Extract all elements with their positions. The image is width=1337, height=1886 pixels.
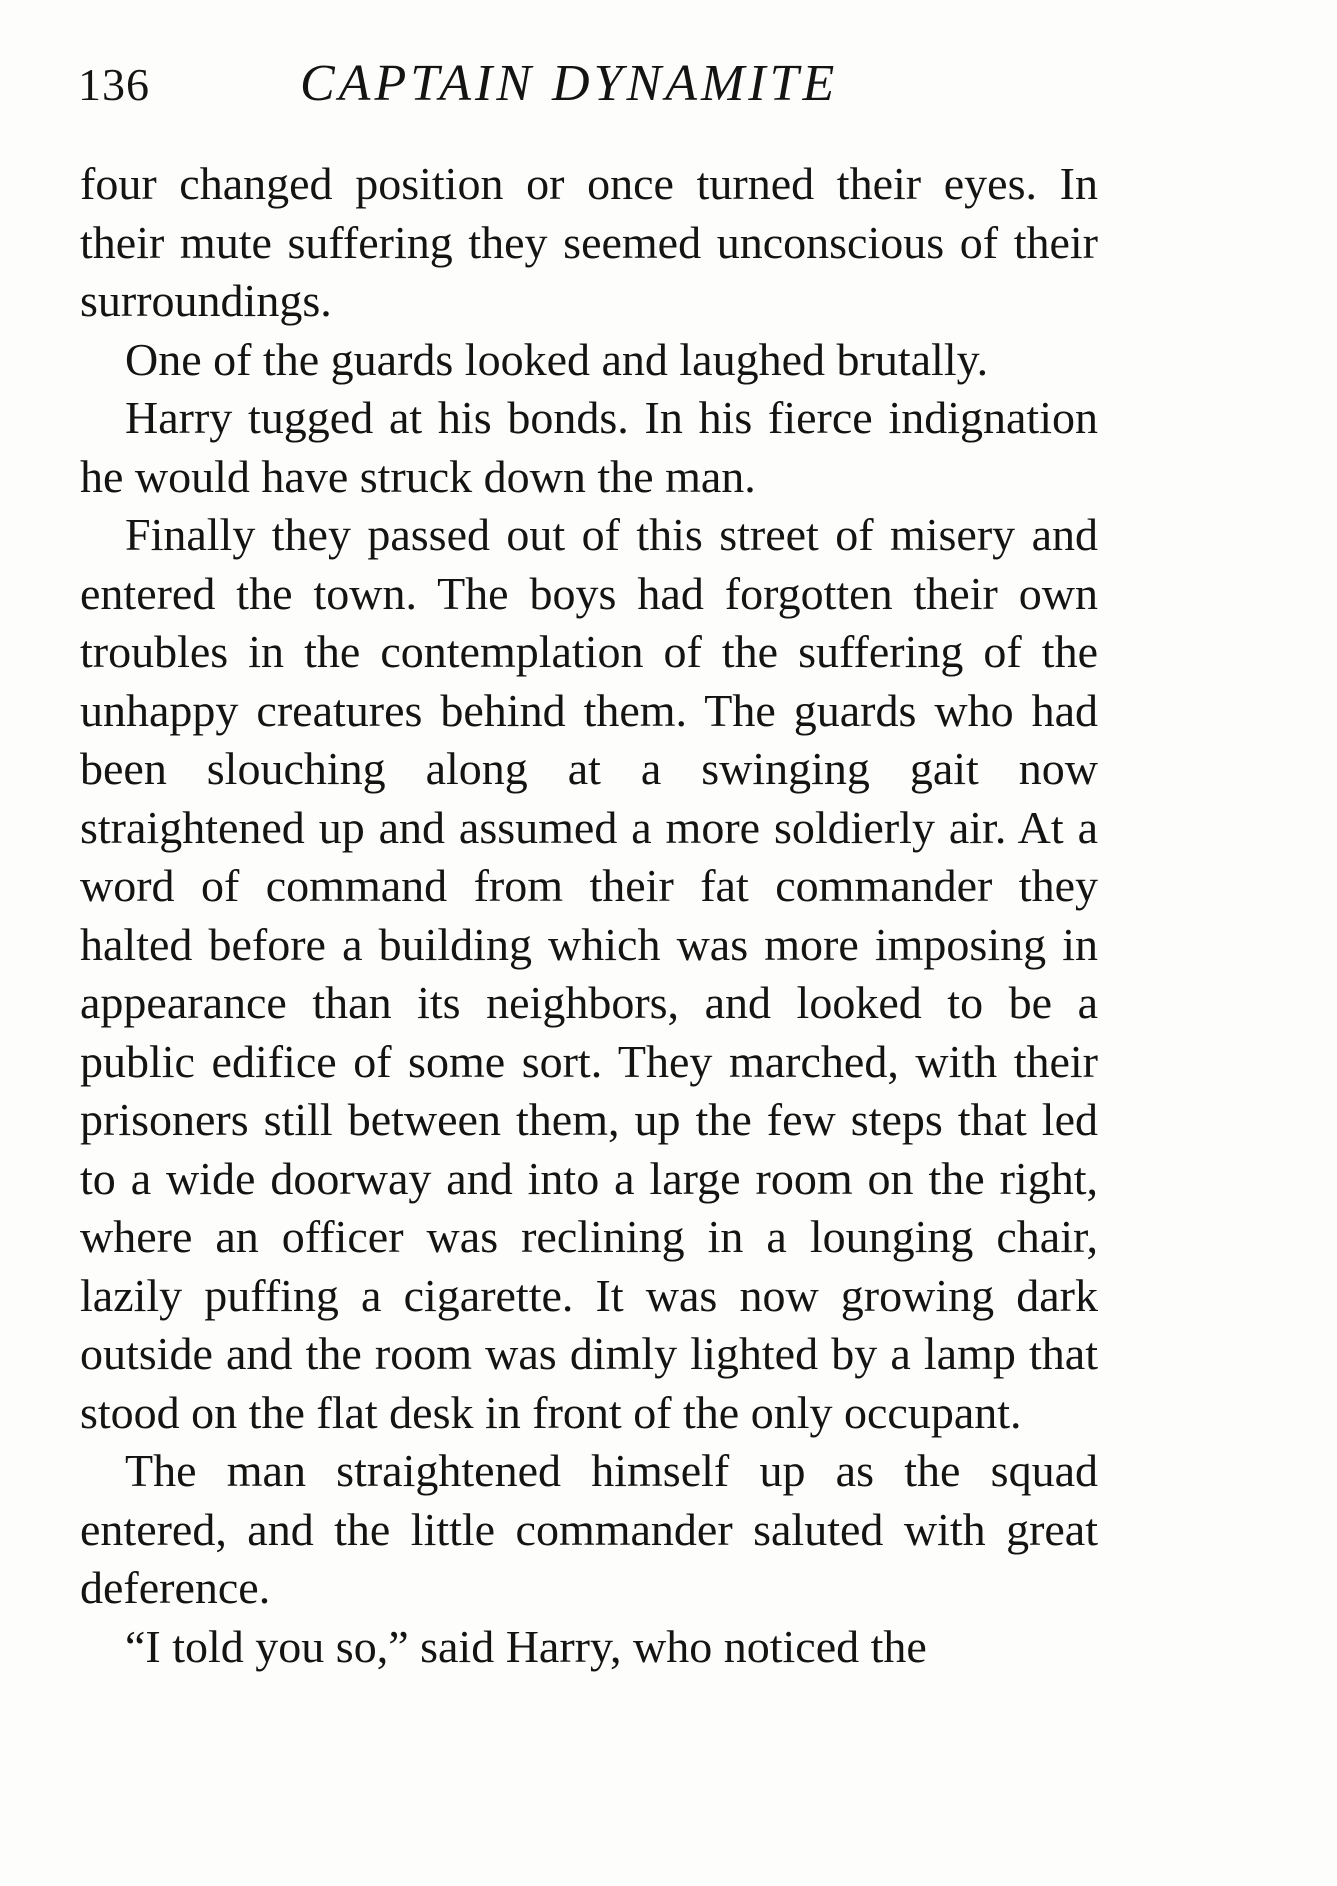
- paragraph: “I told you so,” said Harry, who noticed the: [125, 1620, 927, 1672]
- paragraph: The man straightened himself up as the squad entered, and the little commander saluted with great deference.: [80, 1445, 1098, 1613]
- body-text: [80, 155, 1098, 1676]
- running-head: [78, 48, 1108, 128]
- page-number: 136: [78, 59, 150, 110]
- paragraph: Harry tugged at his bonds. In his fierce indignation he would have struck down the man.: [80, 392, 1098, 502]
- paragraph-continued: four changed position or once turned their eyes. In their mute suffering they seemed unconscious of their surroundings.: [80, 158, 1098, 326]
- paragraph: One of the guards looked and laughed brutally.: [125, 333, 989, 385]
- paragraph: Finally they passed out of this street of misery and entered the town. The boys had forgotten their own troubles in the contemplation of the suffering of the unhappy creatures behind them. The guards who had been slouching along at a swinging gait now straightened up and assumed a more soldierly air. At a word of command from their fat commander they halted before a building which was more imposing in appearance than its neighbors, and looked to be a public edifice of some sort. They marched, with their prisoners still between them, up the few steps that led to a wide doorway and into a large room on the right, where an officer was reclining in a lounging chair, lazily puffing a cigarette. It was now growing dark outside and the room was dimly lighted by a lamp that stood on the flat desk in front of the only occupant.: [80, 509, 1098, 1438]
- running-title: CAPTAIN DYNAMITE: [300, 55, 839, 112]
